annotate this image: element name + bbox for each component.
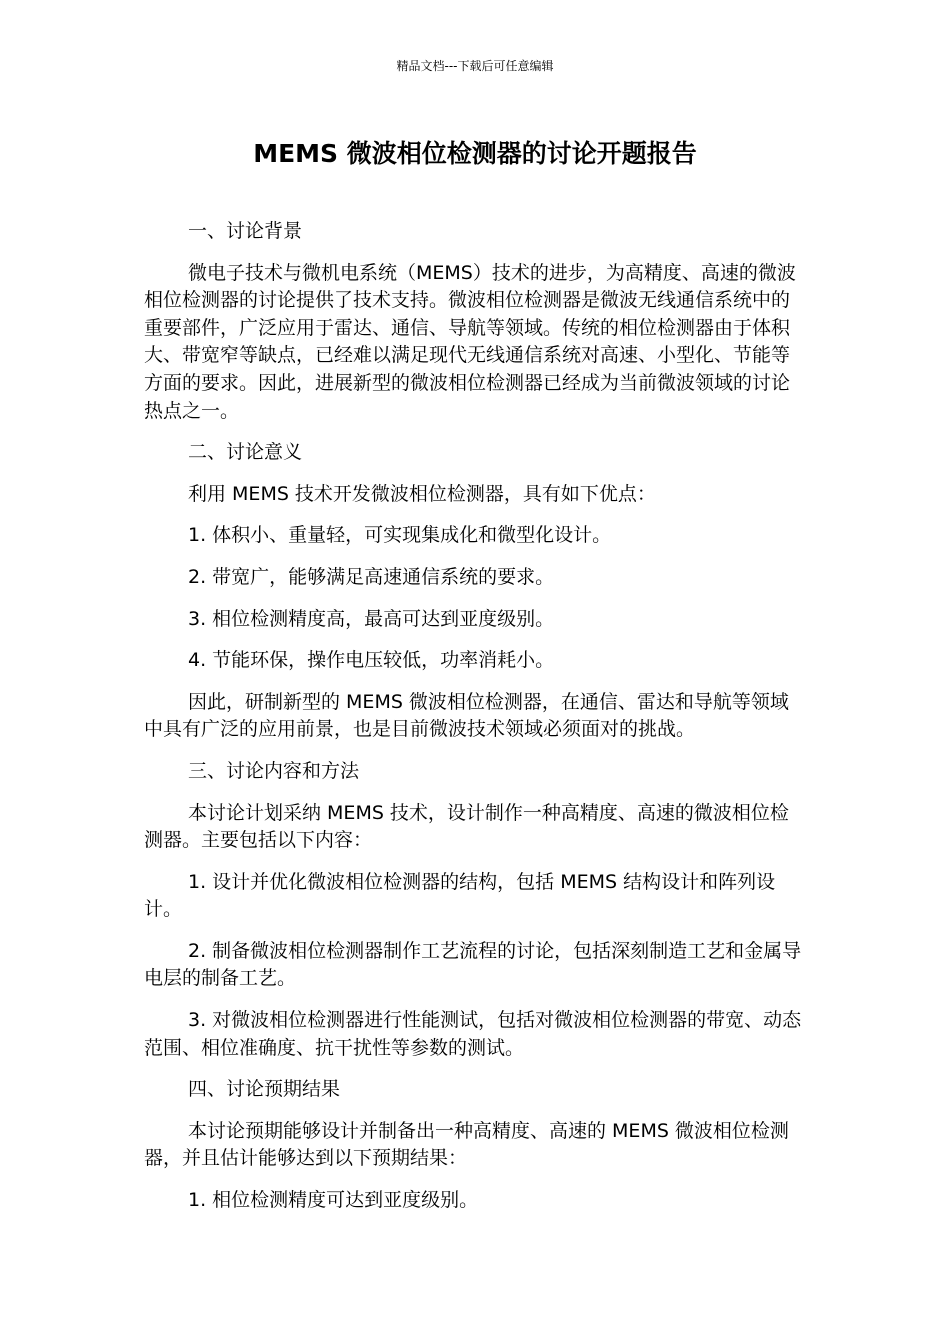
section-heading: 四、讨论预期结果 bbox=[188, 1078, 341, 1101]
list-item: 1. 相位检测精度可达到亚度级别。 bbox=[188, 1189, 479, 1212]
page-header: 精品文档---下载后可任意编辑 bbox=[396, 59, 554, 73]
list-item: 3. 相位检测精度高，最高可达到亚度级别。 bbox=[188, 607, 555, 630]
section-heading: 三、讨论内容和方法 bbox=[188, 759, 360, 782]
document-title: MEMS 微波相位检测器的讨论开题报告 bbox=[253, 139, 697, 168]
list-item: 1. 体积小、重量轻，可实现集成化和微型化设计。 bbox=[188, 524, 612, 547]
paragraph: 微电子技术与微机电系统（MEMS）技术的进步，为高精度、高速的微波相位检测器的讨论提供了技术支持。微波相位检测器是微波无线通信系统中的重要部件，广泛应用于雷达、通信、导航等领域。传统的相位检测器由于体积大、带宽窄等缺点，已经难以满足现代无线通信系统对高速、小型化、节能等方面的要求。因此，进展新型的微波相位检测器已经成为当前微波领域的讨论热点之一。 bbox=[144, 261, 796, 422]
document-body bbox=[144, 218, 806, 1229]
paragraph: 因此，研制新型的 MEMS 微波相位检测器，在通信、雷达和导航等领域中具有广泛的应用前景，也是目前微波技术领域必须面对的挑战。 bbox=[144, 690, 789, 741]
list-item: 3. 对微波相位检测器进行性能测试，包括对微波相位检测器的带宽、动态范围、相位准确度、抗干扰性等参数的测试。 bbox=[144, 1009, 802, 1059]
list-item: 1. 设计并优化微波相位检测器的结构，包括 MEMS 结构设计和阵列设计。 bbox=[144, 870, 776, 921]
section-heading: 一、讨论背景 bbox=[188, 220, 303, 242]
paragraph: 利用 MEMS 技术开发微波相位检测器，具有如下优点： bbox=[188, 482, 656, 505]
list-item: 4. 节能环保，操作电压较低，功率消耗小。 bbox=[188, 649, 555, 672]
list-item: 2. 带宽广，能够满足高速通信系统的要求。 bbox=[188, 565, 555, 588]
paragraph: 本讨论预期能够设计并制备出一种高精度、高速的 MEMS 微波相位检测器，并且估计能够达到以下预期结果： bbox=[144, 1119, 789, 1170]
list-item: 2. 制备微波相位检测器制作工艺流程的讨论，包括深刻制造工艺和金属导电层的制备工艺。 bbox=[144, 939, 802, 990]
section-heading: 二、讨论意义 bbox=[188, 441, 303, 464]
paragraph: 本讨论计划采纳 MEMS 技术，设计制作一种高精度、高速的微波相位检测器。主要包括以下内容： bbox=[144, 801, 789, 852]
